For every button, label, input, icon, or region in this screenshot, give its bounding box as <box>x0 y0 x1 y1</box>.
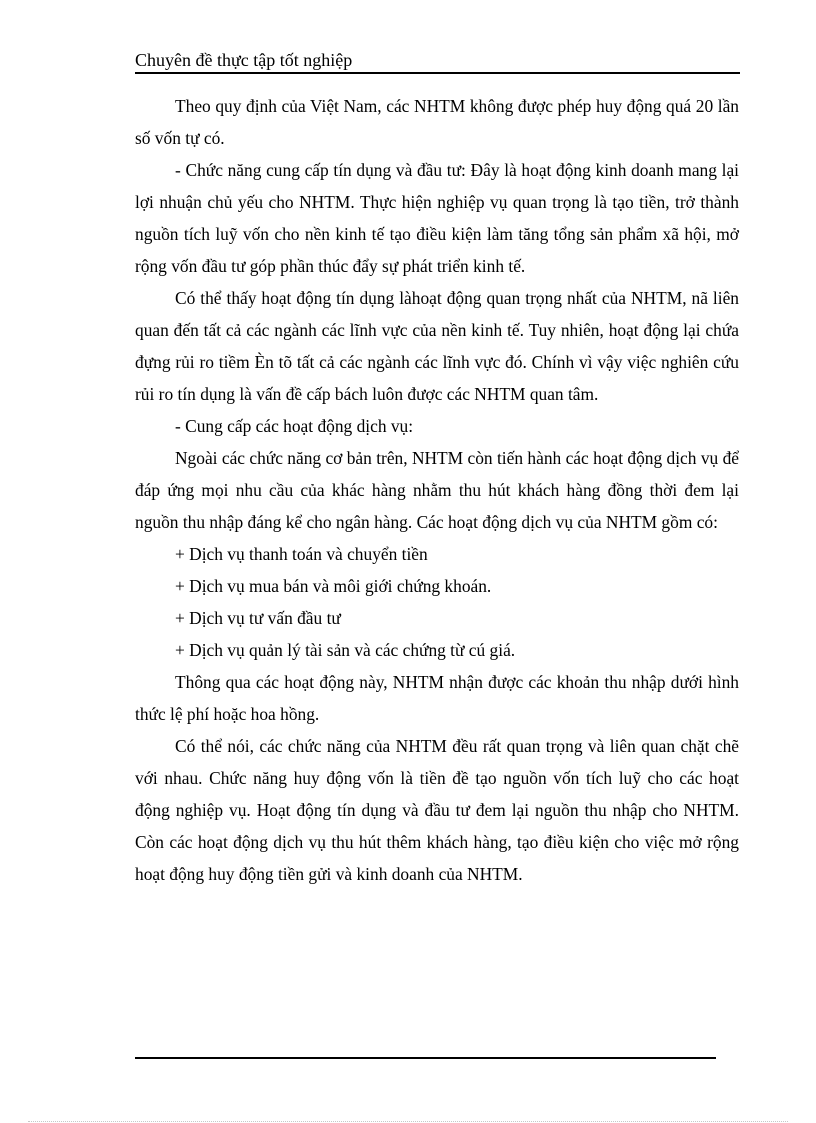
paragraph-services-heading: - Cung cấp các hoạt động dịch vụ: <box>175 416 414 436</box>
page-bottom-edge <box>28 1121 788 1122</box>
paragraph-credit-investment: - Chức năng cung cấp tín dụng và đầu tư: Đây là hoạt động kinh doanh mang lại lợi nhuận chủ yếu cho NHTM. Thực hiện nghiệp vụ quan trọng là tạo tiền, trở thành nguồn tích luỹ vốn cho nền kinh tế tạo điều kiện làm tăng tổng sản phẩm xã hội, mở rộng vốn đầu tư góp phần thúc đẩy sự phát triển kinh tế. <box>135 160 739 276</box>
list-item-securities-service: + Dịch vụ mua bán và môi giới chứng khoán. <box>175 576 492 596</box>
paragraph-credit-importance: Có thể thấy hoạt động tín dụng làhoạt động quan trọng nhất của NHTM, nã liên quan đến tất cả các ngành các lĩnh vực của nền kinh tế. Tuy nhiên, hoạt động lại chứa đựng rủi ro tiềm Èn tõ tất cả các ngành các lĩnh vực đó. Chính vì vậy việc nghiên cứu rủi ro tín dụng là vấn đề cấp bách luôn được các NHTM quan tâm. <box>135 288 739 404</box>
paragraph-services-intro: Ngoài các chức năng cơ bản trên, NHTM còn tiến hành các hoạt động dịch vụ để đáp ứng mọi nhu cầu của khác hàng nhằm thu hút khách hàng đồng thời đem lại nguồn thu nhập đáng kể cho ngân hàng. Các hoạt động dịch vụ của NHTM gồm có: <box>135 448 739 532</box>
paragraph-conclusion: Có thể nói, các chức năng của NHTM đều rất quan trọng và liên quan chặt chẽ với nhau. Chức năng huy động vốn là tiền đề tạo nguồn vốn tích luỹ cho các hoạt động nghiệp vụ. Hoạt động tín dụng và đầu tư đem lại nguồn thu nhập cho NHTM. Còn các hoạt động dịch vụ thu hút thêm khách hàng, tạo điều kiện cho việc mở rộng hoạt động huy động tiền gửi và kinh doanh của NHTM. <box>135 736 739 884</box>
page-header-title: Chuyên đề thực tập tốt nghiệp <box>135 50 353 70</box>
header-divider <box>135 72 740 74</box>
list-item-payment-service: + Dịch vụ thanh toán và chuyển tiền <box>175 544 428 564</box>
document-body <box>135 90 739 890</box>
footer-divider <box>135 1057 716 1059</box>
paragraph-service-income: Thông qua các hoạt động này, NHTM nhận được các khoản thu nhập dưới hình thức lệ phí hoặc hoa hồng. <box>135 672 739 724</box>
list-item-advisory-service: + Dịch vụ tư vấn đầu tư <box>175 608 341 628</box>
paragraph-mobilization-limit: Theo quy định của Việt Nam, các NHTM không được phép huy động quá 20 lần số vốn tự có. <box>135 96 739 148</box>
list-item-asset-management-service: + Dịch vụ quản lý tài sản và các chứng từ cú giá. <box>175 640 516 660</box>
